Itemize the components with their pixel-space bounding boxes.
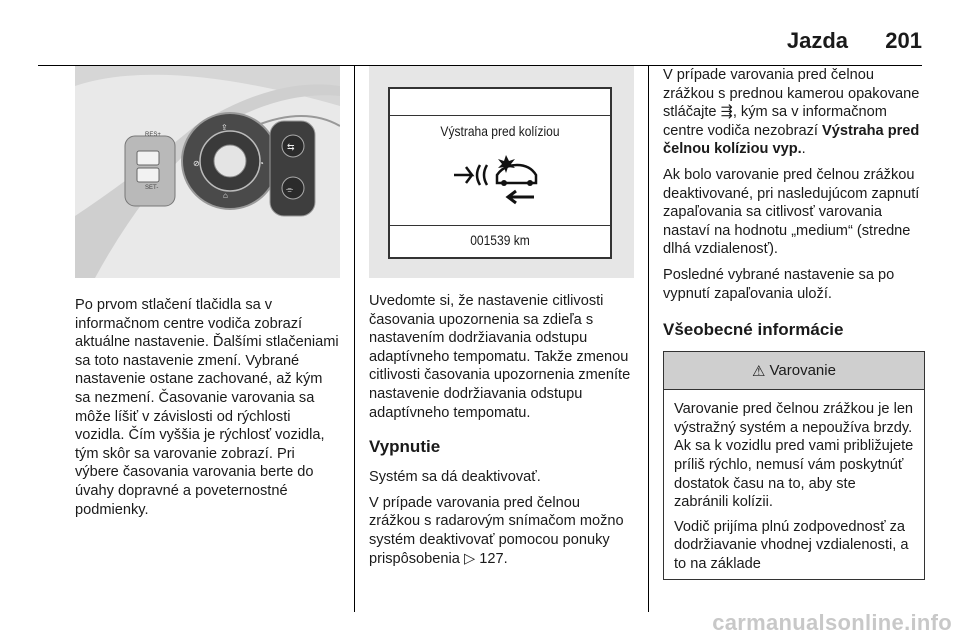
watermark: carmanualsonline.info <box>712 610 952 635</box>
warning-title: Varovanie <box>769 362 836 380</box>
svg-text:⊘: ⊘ <box>193 159 200 168</box>
section-title: Jazda <box>786 28 848 53</box>
svg-text:◔: ◔ <box>259 159 264 168</box>
col3-paragraph-2: Ak bolo varovanie pred čelnou zrážkou deaktivované, pri nasledujúcom zapnutí zapaľovania sa citlivosť varovania nastaví na hodnotu „medium“ (stredne dlhá vzdialenosť). <box>663 166 920 258</box>
collision-warning-icon <box>452 153 552 207</box>
odometer-readout: 001539 km <box>470 232 530 248</box>
column-3 <box>663 66 925 580</box>
warning-header <box>664 352 924 390</box>
page-number: 201 <box>885 28 922 53</box>
column-divider-2 <box>648 66 649 612</box>
page-reference-link[interactable]: 127. <box>479 550 508 567</box>
svg-text:⇪: ⇪ <box>221 123 228 132</box>
warning-body <box>664 390 924 573</box>
driver-info-display <box>388 87 612 259</box>
warning-paragraph-1: Varovanie pred čelnou zrážkou je len výstražný systém a nepoužíva brzdy. Ak sa k vozidlu pred vami približujete príliš rýchlo, nemusí vám poskytnúť dostatok času na to, aby ste zabránili kolízii. <box>674 401 914 511</box>
steering-wheel-illustration <box>75 66 340 278</box>
display-warning-label: Výstraha pred kolíziou <box>440 123 560 139</box>
svg-text:⌯: ⌯ <box>286 184 294 194</box>
warning-triangle-icon: ⚠ <box>752 362 766 380</box>
col2-paragraph-2: Systém sa dá deaktivovať. <box>369 469 541 486</box>
svg-text:⌂: ⌂ <box>223 191 228 200</box>
page-ref-arrow-icon: ▷ <box>463 550 476 567</box>
warning-box <box>663 351 925 580</box>
res-label: RES+ <box>145 132 161 138</box>
col2-paragraph-3: V prípade varovania pred čelnou zrážkou s radarovým snímačom možno systém deaktivovať pomocou ponuky prispôsobenia ▷ 127. <box>369 494 624 567</box>
column-divider-1 <box>354 66 355 612</box>
heading-vseobecne-informacie: Všeobecné informácie <box>663 320 844 340</box>
set-label: SET- <box>145 185 159 191</box>
col2-paragraph-1: Uvedomte si, že nastavenie citlivosti časovania upozornenia sa zdieľa s nastavením dodržiavania odstupu adaptívneho tempomatu. Takže zmenou citlivosti časovania upozornenia zmeníte nastavenie dodržiavania odstupu adaptívneho tempomatu. <box>369 293 631 421</box>
col3-paragraph-1: V prípade varovania pred čelnou zrážkou s prednou kamerou opakovane stláčajte ⇶, kým sa v informačnom centre vodiča nezobrazí Výstraha pred čelnou kolíziou vyp.. <box>663 67 920 158</box>
warning-paragraph-2: Vodič prijíma plnú zodpovednosť za dodržiavanie vhodnej vzdialenosti, a to na základe <box>674 518 909 572</box>
col1-paragraph: Po prvom stlačení tlačidla sa v informačnom centre vodiča zobrazí aktuálne nastavenie. Ďalšími stlačeniami sa toto nastavenie zmení. Vybrané nastavenie ostane zachované, až kým sa nezmení. Časovanie varovania sa môže líšiť v závislosti od rýchlosti vozidla. Čím vyššia je rýchlosť vozidla, tým skôr sa varovanie zobrazí. Pri výbere časovania varovania berte do úvahy dopravné a poveternostné podmienky. <box>75 297 339 518</box>
steering-wheel-figure <box>75 66 340 278</box>
collision-alert-button-icon: ⇶ <box>720 104 733 121</box>
display-figure <box>369 66 634 278</box>
column-2 <box>369 66 634 575</box>
heading-vypnutie: Vypnutie <box>369 437 441 457</box>
svg-text:⇆: ⇆ <box>287 142 295 152</box>
column-1 <box>75 66 340 526</box>
col3-paragraph-3: Posledné vybrané nastavenie sa po vypnutí zapaľovania uloží. <box>663 266 895 302</box>
page-header <box>38 22 922 62</box>
